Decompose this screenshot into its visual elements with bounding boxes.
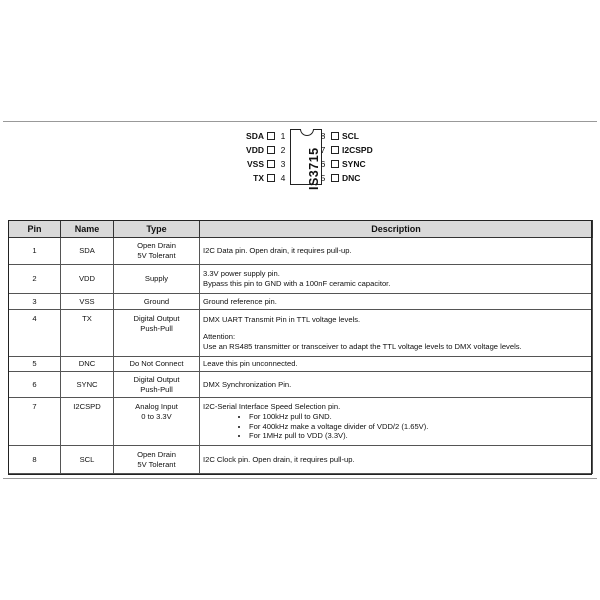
pin-number: 3	[280, 159, 286, 169]
pin-name: SYNC	[342, 159, 366, 169]
cell-type	[114, 398, 200, 446]
table-row	[9, 372, 593, 398]
cell-name: SYNC	[61, 372, 114, 398]
cell-pin: 8	[9, 446, 61, 474]
list-item: • For 400kHz make a voltage divider of VDD/2 (1.65V).	[249, 422, 589, 432]
pin-number: 6	[320, 159, 326, 169]
description-line: 3.3V power supply pin.	[203, 269, 280, 279]
header-description: Description	[200, 221, 593, 238]
table-row	[9, 398, 593, 446]
speed-options-list	[203, 412, 589, 441]
list-item: • For 1MHz pull to VDD (3.3V).	[249, 431, 589, 441]
list-item: • For 100kHz pull to GND.	[249, 412, 589, 422]
header-name: Name	[61, 221, 114, 238]
cell-description	[200, 310, 593, 357]
pin-pad	[267, 174, 275, 182]
type-line: 5V Tolerant	[137, 459, 176, 469]
pin-left-2	[246, 144, 288, 156]
cell-name: TX	[61, 310, 114, 357]
cell-description	[200, 398, 593, 446]
cell-description	[200, 294, 593, 310]
type-line: Open Drain	[137, 241, 176, 251]
cell-pin: 1	[9, 238, 61, 265]
cell-name: I2CSPD	[61, 398, 114, 446]
pin-number: 5	[320, 173, 326, 183]
cell-pin: 2	[9, 265, 61, 294]
pin-number: 4	[280, 173, 286, 183]
pin-pad	[267, 160, 275, 168]
pin-name: SCL	[342, 131, 359, 141]
table-row	[9, 310, 593, 357]
pin-pad	[267, 146, 275, 154]
chip-label: IS3715	[307, 147, 321, 190]
cell-description	[200, 265, 593, 294]
top-divider	[3, 121, 597, 122]
cell-name: DNC	[61, 357, 114, 372]
cell-description	[200, 357, 593, 372]
cell-pin: 3	[9, 294, 61, 310]
pin-left-4	[253, 172, 288, 184]
type-line: Push-Pull	[140, 384, 173, 394]
table-header-row	[9, 221, 593, 238]
pin-number: 8	[320, 131, 326, 141]
pin-right-8	[318, 130, 359, 142]
pin-name: DNC	[342, 173, 361, 183]
table-row	[9, 357, 593, 372]
description-line: Attention:	[203, 332, 236, 342]
type-line: Digital Output	[133, 374, 180, 384]
table-row	[9, 294, 593, 310]
description-line: Ground reference pin.	[203, 296, 277, 306]
pin-description-table	[8, 220, 593, 474]
description-line: I2C-Serial Interface Speed Selection pin.	[203, 402, 341, 412]
pin-number: 1	[280, 131, 286, 141]
cell-type: Do Not Connect	[114, 357, 200, 372]
header-type: Type	[114, 221, 200, 238]
pin-number: 2	[280, 145, 286, 155]
pin-pad	[331, 146, 339, 154]
type-line: Open Drain	[137, 449, 176, 459]
cell-name: SCL	[61, 446, 114, 474]
description-line: I2C Data pin. Open drain, it requires pull-up.	[203, 246, 352, 256]
description-line: DMX UART Transmit Pin in TTL voltage levels.	[203, 314, 361, 324]
cell-type	[114, 446, 200, 474]
table-row	[9, 238, 593, 265]
cell-type	[114, 238, 200, 265]
pin-name: VDD	[246, 145, 264, 155]
cell-description	[200, 238, 593, 265]
pin-right-7	[318, 144, 373, 156]
pin-right-5	[318, 172, 360, 184]
type-line: Digital Output	[133, 314, 180, 323]
chip-notch	[300, 129, 314, 136]
cell-type: Supply	[114, 265, 200, 294]
table-row	[9, 446, 593, 474]
pin-number: 7	[320, 145, 326, 155]
pin-name: SDA	[246, 131, 264, 141]
cell-name: SDA	[61, 238, 114, 265]
pin-pad	[267, 132, 275, 140]
cell-pin: 4	[9, 310, 61, 357]
description-line: I2C Clock pin. Open drain, it requires pull-up.	[203, 454, 355, 464]
pin-pad	[331, 174, 339, 182]
cell-pin: 7	[9, 398, 61, 446]
pin-pad	[331, 132, 339, 140]
description-line: DMX Synchronization Pin.	[203, 379, 292, 389]
cell-name: VSS	[61, 294, 114, 310]
type-line: Push-Pull	[140, 323, 173, 333]
description-line: Use an RS485 transmitter or transceiver to adapt the TTL voltage levels to DMX voltage levels.	[203, 341, 522, 351]
description-line: Bypass this pin to GND with a 100nF ceramic capacitor.	[203, 279, 391, 288]
table-row	[9, 265, 593, 294]
pin-name: TX	[253, 173, 264, 183]
cell-pin: 5	[9, 357, 61, 372]
type-line: Analog Input	[135, 402, 178, 411]
cell-type	[114, 310, 200, 357]
type-line: 5V Tolerant	[137, 251, 176, 260]
cell-type	[114, 372, 200, 398]
cell-name: VDD	[61, 265, 114, 294]
pin-left-3	[247, 158, 288, 170]
header-pin: Pin	[9, 221, 61, 238]
pin-left-1	[246, 130, 288, 142]
cell-pin: 6	[9, 372, 61, 398]
cell-description	[200, 372, 593, 398]
cell-type: Ground	[114, 294, 200, 310]
pin-pad	[331, 160, 339, 168]
cell-description	[200, 446, 593, 474]
pin-name: I2CSPD	[342, 145, 373, 155]
pin-name: VSS	[246, 159, 264, 169]
bottom-divider	[3, 478, 597, 479]
pin-right-6	[318, 158, 366, 170]
description-line: Leave this pin unconnected.	[203, 359, 298, 369]
type-line: 0 to 3.3V	[141, 411, 172, 421]
